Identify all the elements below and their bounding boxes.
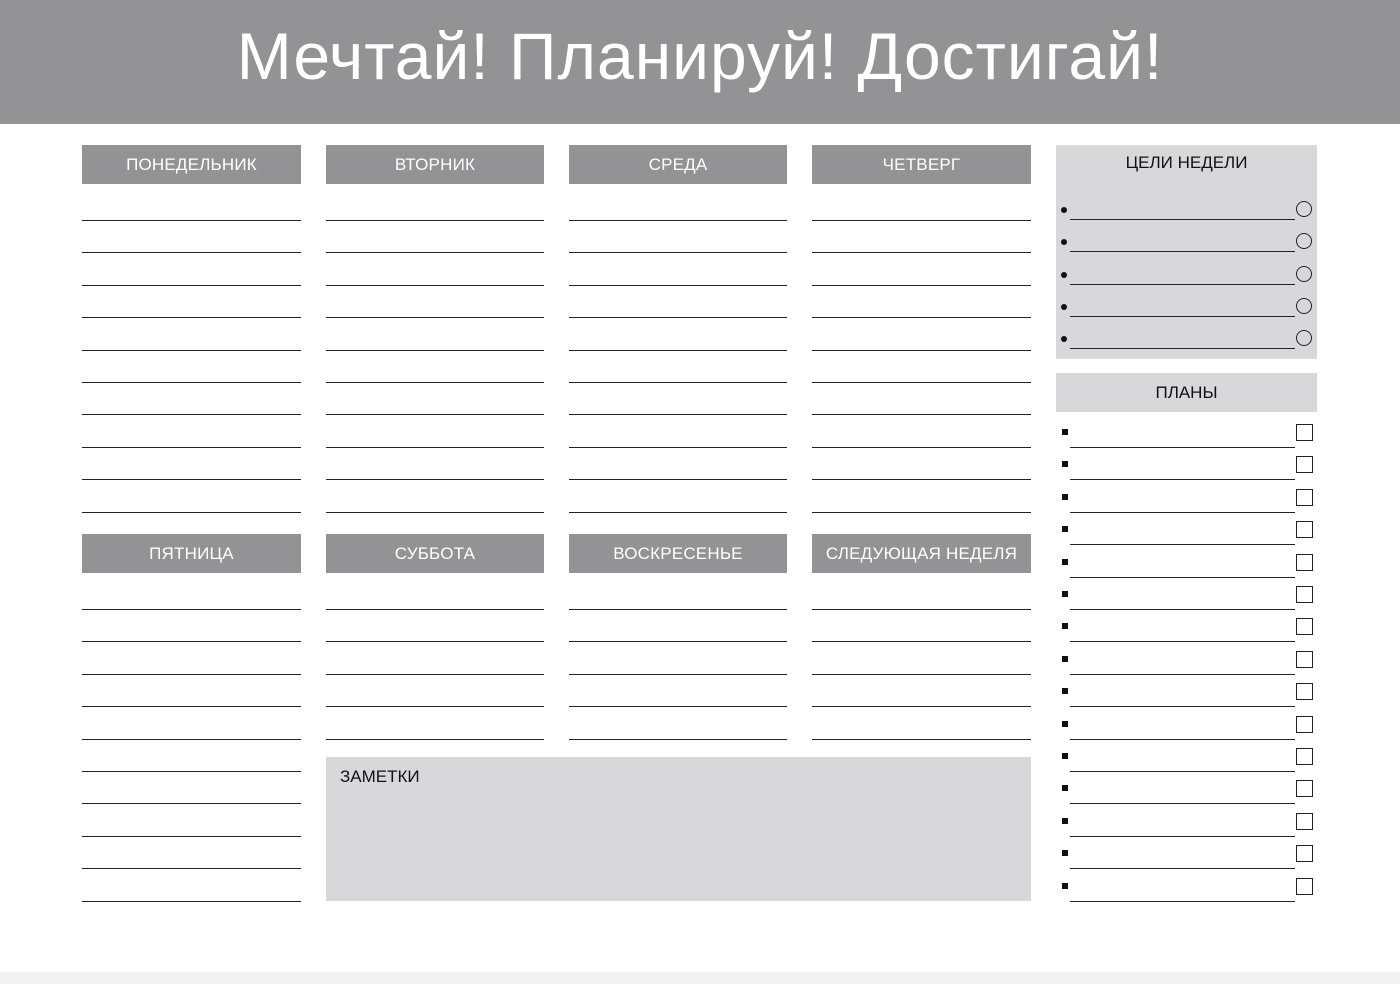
writing-line[interactable] (82, 414, 301, 415)
writing-line[interactable] (82, 641, 301, 642)
writing-lines[interactable] (812, 534, 1031, 744)
writing-line[interactable] (569, 285, 787, 286)
day-header: СУББОТА (326, 534, 544, 573)
writing-line[interactable] (812, 706, 1031, 707)
square-bullet-icon (1062, 883, 1068, 889)
plan-row[interactable] (1056, 609, 1317, 641)
checkbox-icon[interactable] (1296, 554, 1313, 571)
square-bullet-icon (1062, 753, 1068, 759)
writing-line[interactable] (82, 317, 301, 318)
title-banner (0, 0, 1400, 124)
writing-line[interactable] (326, 382, 544, 383)
square-bullet-icon (1062, 818, 1068, 824)
writing-lines[interactable] (326, 145, 544, 515)
writing-line[interactable] (326, 479, 544, 480)
writing-line[interactable] (82, 447, 301, 448)
square-bullet-icon (1062, 785, 1068, 791)
writing-line[interactable] (812, 674, 1031, 675)
day-section-thursday (812, 145, 1031, 515)
plans-title: ПЛАНЫ (1155, 382, 1218, 402)
checkbox-icon[interactable] (1296, 748, 1313, 765)
plan-row[interactable] (1056, 545, 1317, 577)
writing-line[interactable] (569, 414, 787, 415)
square-bullet-icon (1062, 721, 1068, 727)
writing-line[interactable] (569, 447, 787, 448)
square-bullet-icon (1062, 688, 1068, 694)
dot-bullet-icon (1061, 272, 1067, 278)
plan-row[interactable] (1056, 836, 1317, 868)
circle-icon[interactable] (1296, 233, 1312, 249)
notes-label: ЗАМЕТКИ (340, 767, 420, 786)
writing-line[interactable] (82, 285, 301, 286)
writing-line[interactable] (569, 512, 787, 513)
writing-line[interactable] (812, 382, 1031, 383)
checkbox-icon[interactable] (1296, 456, 1313, 473)
writing-line[interactable] (82, 868, 301, 869)
dot-bullet-icon (1061, 207, 1067, 213)
writing-line[interactable] (569, 706, 787, 707)
day-header: ПЯТНИЦА (82, 534, 301, 573)
plan-row[interactable] (1056, 512, 1317, 544)
square-bullet-icon (1062, 461, 1068, 467)
circle-icon[interactable] (1296, 201, 1312, 217)
writing-line[interactable] (812, 609, 1031, 610)
goal-row[interactable] (1056, 229, 1317, 261)
writing-lines[interactable] (82, 534, 301, 904)
writing-line[interactable] (326, 252, 544, 253)
writing-line[interactable] (812, 317, 1031, 318)
writing-line[interactable] (326, 739, 544, 740)
bottom-edge (0, 972, 1400, 984)
writing-line[interactable] (82, 706, 301, 707)
square-bullet-icon (1062, 526, 1068, 532)
day-section-wednesday (569, 145, 787, 515)
day-section-friday (82, 534, 301, 904)
writing-lines[interactable] (569, 145, 787, 515)
square-bullet-icon (1062, 559, 1068, 565)
writing-line[interactable] (569, 479, 787, 480)
writing-line[interactable] (326, 641, 544, 642)
square-bullet-icon (1062, 623, 1068, 629)
writing-line[interactable] (82, 901, 301, 902)
writing-line[interactable] (82, 836, 301, 837)
square-bullet-icon (1062, 494, 1068, 500)
plan-row[interactable] (1056, 707, 1317, 739)
writing-line[interactable] (569, 350, 787, 351)
writing-line[interactable] (812, 252, 1031, 253)
plan-row[interactable] (1056, 642, 1317, 674)
dot-bullet-icon (1061, 239, 1067, 245)
checkbox-icon[interactable] (1296, 845, 1313, 862)
goal-line[interactable] (1070, 284, 1295, 285)
writing-line[interactable] (82, 382, 301, 383)
plan-row[interactable] (1056, 804, 1317, 836)
writing-line[interactable] (82, 220, 301, 221)
writing-line[interactable] (812, 447, 1031, 448)
checkbox-icon[interactable] (1296, 424, 1313, 441)
square-bullet-icon (1062, 429, 1068, 435)
page-title: Мечтай! Планируй! Достигай! (236, 19, 1164, 93)
goal-row[interactable] (1056, 197, 1317, 229)
writing-line[interactable] (326, 674, 544, 675)
day-header: СЛЕДУЮЩАЯ НЕДЕЛЯ (812, 534, 1031, 573)
writing-line[interactable] (812, 641, 1031, 642)
writing-line[interactable] (326, 414, 544, 415)
goal-line[interactable] (1070, 348, 1295, 349)
writing-line[interactable] (569, 220, 787, 221)
writing-line[interactable] (326, 317, 544, 318)
writing-line[interactable] (812, 479, 1031, 480)
writing-line[interactable] (569, 609, 787, 610)
checkbox-icon[interactable] (1296, 489, 1313, 506)
plans-header (1056, 373, 1317, 412)
circle-icon[interactable] (1296, 266, 1312, 282)
day-header: ВТОРНИК (326, 145, 544, 184)
writing-line[interactable] (569, 252, 787, 253)
writing-line[interactable] (812, 739, 1031, 740)
dot-bullet-icon (1061, 304, 1067, 310)
weekly-goals-panel (1056, 145, 1317, 359)
plan-row[interactable] (1056, 480, 1317, 512)
checkbox-icon[interactable] (1296, 813, 1313, 830)
writing-line[interactable] (326, 350, 544, 351)
square-bullet-icon (1062, 850, 1068, 856)
writing-line[interactable] (82, 674, 301, 675)
day-section-monday (82, 145, 301, 515)
writing-line[interactable] (812, 285, 1031, 286)
writing-lines[interactable] (326, 534, 544, 744)
circle-icon[interactable] (1296, 330, 1312, 346)
goal-line[interactable] (1070, 219, 1295, 220)
checkbox-icon[interactable] (1296, 521, 1313, 538)
writing-line[interactable] (82, 479, 301, 480)
plan-line[interactable] (1070, 901, 1295, 902)
writing-lines[interactable] (569, 534, 787, 744)
plan-row[interactable] (1056, 447, 1317, 479)
writing-line[interactable] (82, 771, 301, 772)
plan-row[interactable] (1056, 674, 1317, 706)
goal-line[interactable] (1070, 251, 1295, 252)
writing-line[interactable] (326, 706, 544, 707)
writing-line[interactable] (326, 512, 544, 513)
day-header: ЧЕТВЕРГ (812, 145, 1031, 184)
day-section-tuesday (326, 145, 544, 515)
writing-line[interactable] (569, 739, 787, 740)
goal-row[interactable] (1056, 326, 1317, 358)
writing-line[interactable] (82, 609, 301, 610)
writing-lines[interactable] (82, 145, 301, 515)
plan-row[interactable] (1056, 739, 1317, 771)
plans-list (1056, 415, 1317, 905)
writing-line[interactable] (326, 609, 544, 610)
day-header: СРЕДА (569, 145, 787, 184)
goal-line[interactable] (1070, 316, 1295, 317)
notes-box[interactable] (326, 757, 1031, 901)
circle-icon[interactable] (1296, 298, 1312, 314)
writing-line[interactable] (326, 447, 544, 448)
writing-line[interactable] (812, 414, 1031, 415)
checkbox-icon[interactable] (1296, 683, 1313, 700)
plan-row[interactable] (1056, 869, 1317, 901)
writing-line[interactable] (82, 252, 301, 253)
goals-title: ЦЕЛИ НЕДЕЛИ (1125, 153, 1248, 172)
goal-row[interactable] (1056, 262, 1317, 294)
dot-bullet-icon (1061, 336, 1067, 342)
square-bullet-icon (1062, 591, 1068, 597)
goal-row[interactable] (1056, 294, 1317, 326)
writing-line[interactable] (82, 803, 301, 804)
square-bullet-icon (1062, 656, 1068, 662)
writing-line[interactable] (569, 317, 787, 318)
day-section-sunday (569, 534, 787, 744)
writing-line[interactable] (82, 350, 301, 351)
day-section-saturday (326, 534, 544, 744)
plan-row[interactable] (1056, 577, 1317, 609)
checkbox-icon[interactable] (1296, 878, 1313, 895)
writing-lines[interactable] (812, 145, 1031, 515)
day-header: ВОСКРЕСЕНЬЕ (569, 534, 787, 573)
plan-row[interactable] (1056, 415, 1317, 447)
day-section-next-week (812, 534, 1031, 744)
writing-line[interactable] (569, 641, 787, 642)
day-header: ПОНЕДЕЛЬНИК (82, 145, 301, 184)
writing-line[interactable] (569, 674, 787, 675)
writing-line[interactable] (812, 512, 1031, 513)
checkbox-icon[interactable] (1296, 618, 1313, 635)
writing-line[interactable] (326, 285, 544, 286)
checkbox-icon[interactable] (1296, 586, 1313, 603)
writing-line[interactable] (569, 382, 787, 383)
checkbox-icon[interactable] (1296, 780, 1313, 797)
checkbox-icon[interactable] (1296, 651, 1313, 668)
writing-line[interactable] (82, 739, 301, 740)
plan-row[interactable] (1056, 771, 1317, 803)
writing-line[interactable] (82, 512, 301, 513)
writing-line[interactable] (812, 350, 1031, 351)
writing-line[interactable] (812, 220, 1031, 221)
writing-line[interactable] (326, 220, 544, 221)
checkbox-icon[interactable] (1296, 716, 1313, 733)
